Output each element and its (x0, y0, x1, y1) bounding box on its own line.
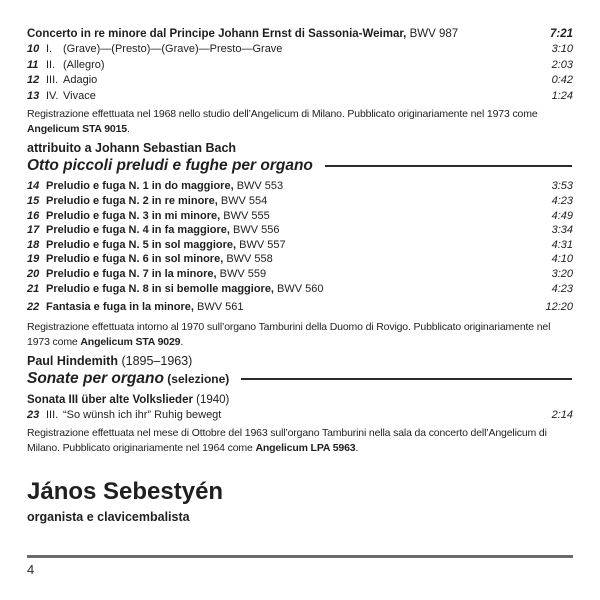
track-number: 10 (27, 43, 40, 55)
track-number: 18 (27, 238, 40, 251)
track-row (27, 223, 573, 238)
track-number: 20 (27, 267, 40, 280)
page-number: 4 (27, 561, 35, 577)
track-row (27, 73, 573, 89)
track-title-bold: Preludio e fuga N. 3 in mi minore, (46, 209, 221, 222)
movement-numeral: III. (46, 408, 59, 421)
track-title-reg: BWV 556 (229, 224, 280, 237)
track-duration: 4:23 (551, 282, 573, 295)
track-title-reg: Vivace (63, 89, 96, 102)
composer-dates: (1895–1963) (117, 353, 193, 368)
section-bach-preludi (27, 141, 573, 349)
track-duration: 4:49 (551, 209, 573, 222)
movement-numeral: III. (46, 74, 59, 87)
track-title-reg: BWV 558 (223, 253, 273, 266)
track-title-bold: Preludio e fuga N. 4 in fa maggiore, (46, 224, 230, 237)
track-number: 17 (27, 224, 40, 237)
track-number: 23 (27, 408, 40, 421)
artist-name: János Sebestyén (27, 478, 224, 506)
track-number: 14 (27, 180, 40, 193)
track-number: 19 (27, 253, 40, 266)
recording-note (27, 107, 573, 137)
page-footer (27, 555, 573, 577)
work-heading-suffix: (selezione) (163, 371, 230, 386)
track-number: 12 (27, 74, 40, 87)
track-row (27, 58, 573, 74)
recording-note-end: . (127, 123, 130, 136)
track-title-bold: Preludio e fuga N. 2 in re minore, (46, 194, 218, 207)
track-number: 11 (27, 58, 39, 71)
track-row (27, 267, 573, 282)
recording-note (27, 426, 573, 456)
recording-note-text: Registrazione effettuata nel mese di Ottobre del 1963 sull’organo Tamburini nella sala da concerto dell’Angelicum di Milano. Pubblicato originariamente nel 1964 come (27, 427, 547, 455)
recording-note-end: . (180, 335, 184, 348)
track-title (46, 252, 544, 267)
track-number: 13 (27, 89, 40, 102)
track-title-reg: “So wünsh ich ihr” Ruhig bewegt (63, 408, 222, 421)
track-title-reg: BWV 561 (193, 301, 244, 314)
track-title-bold: Preludio e fuga N. 6 in sol minore, (46, 253, 224, 266)
catalog-number: Angelicum LPA 5963 (255, 442, 356, 455)
section-concerto-bwv987 (27, 26, 573, 137)
recording-note (27, 320, 573, 350)
track-duration: 0:42 (551, 74, 573, 87)
track-duration: 3:53 (551, 180, 573, 193)
track-duration: 3:10 (551, 43, 573, 55)
booklet-page (27, 26, 573, 525)
subwork-title-bold: Sonata III über alte Volkslieder (27, 393, 193, 406)
track-number: 15 (27, 194, 40, 207)
recording-note-text: Registrazione effettuata intorno al 1970 sull’organo Tamburini della Duomo di Rovigo. Pubblicato originariamente nel 1973 come (27, 320, 551, 348)
catalog-number: Angelicum STA 9029 (80, 335, 181, 348)
work-title-catalog: BWV 987 (406, 28, 459, 40)
track-title (63, 42, 544, 58)
work-heading-italic: Sonate per organo (27, 369, 164, 387)
work-total-duration: 7:21 (549, 28, 573, 40)
artist-role: organista e clavicembalista (27, 510, 190, 525)
track-duration: 2:03 (551, 58, 573, 71)
composer-name: Paul Hindemith (27, 353, 118, 368)
track-title (63, 58, 544, 74)
track-number: 21 (27, 282, 40, 295)
work-title (27, 26, 542, 42)
track-list (27, 179, 573, 314)
track-title-bold: Preludio e fuga N. 1 in do maggiore, (46, 180, 234, 193)
footer-rule (27, 555, 573, 558)
heading-rule (241, 378, 572, 380)
work-heading (27, 369, 573, 389)
track-title (63, 408, 544, 423)
track-row (27, 408, 573, 423)
subwork-title (27, 393, 573, 407)
section-hindemith (27, 354, 573, 457)
track-title-bold: Preludio e fuga N. 5 in sol maggiore, (46, 238, 237, 251)
track-title (46, 223, 544, 238)
subwork-year: (1940) (192, 393, 230, 406)
track-row (27, 179, 573, 194)
track-title-bold: Preludio e fuga N. 8 in si bemolle maggiore, (46, 282, 274, 295)
track-title (46, 179, 544, 194)
track-title (63, 89, 544, 105)
track-title-reg: (Allegro) (63, 58, 105, 71)
composer-name: attribuito a Johann Sebastian Bach (27, 141, 237, 156)
track-duration: 4:31 (551, 238, 573, 251)
work-heading (27, 156, 573, 176)
track-title (46, 194, 544, 209)
track-row (27, 282, 573, 297)
track-title (46, 300, 537, 315)
track-duration: 4:10 (551, 253, 573, 266)
movement-numeral: II. (46, 58, 56, 71)
track-title-bold: Preludio e fuga N. 7 in la minore, (46, 267, 217, 280)
track-row (27, 209, 573, 224)
track-list (27, 42, 573, 104)
track-title-bold: Fantasia e fuga in la minore, (46, 301, 194, 314)
track-title (46, 282, 544, 297)
track-list (27, 408, 573, 423)
track-number: 16 (27, 209, 40, 222)
track-duration: 4:23 (551, 194, 573, 207)
track-title-reg: Adagio (63, 74, 98, 87)
artist-block (27, 478, 573, 525)
heading-rule (325, 165, 572, 167)
track-title-reg: BWV 555 (220, 209, 270, 222)
movement-numeral: I. (46, 43, 53, 55)
composer-line (27, 141, 573, 156)
track-row (27, 300, 573, 315)
track-row (27, 42, 573, 58)
track-duration: 12:20 (545, 301, 573, 314)
track-duration: 3:34 (551, 224, 573, 237)
work-heading-italic: Otto piccoli preludi e fughe per organo (27, 157, 313, 175)
work-heading-title (27, 156, 313, 176)
track-title (63, 73, 544, 89)
track-title (46, 238, 544, 253)
track-title-reg: BWV 559 (216, 267, 267, 280)
track-title-reg: BWV 553 (233, 180, 284, 193)
track-title-reg: BWV 557 (236, 238, 286, 251)
work-title-row (27, 26, 573, 42)
track-title (46, 209, 544, 224)
track-duration: 2:14 (551, 408, 573, 421)
track-title-reg: BWV 554 (217, 194, 268, 207)
movement-numeral: IV. (46, 89, 59, 102)
work-heading-title (27, 369, 229, 389)
recording-note-text: Registrazione effettuata nel 1968 nello studio dell’Angelicum di Milano. Pubblicato originariamente nel 1973 come (27, 108, 538, 121)
track-title-reg: (Grave)—(Presto)—(Grave)—Presto—Grave (63, 43, 283, 55)
track-duration: 3:20 (551, 267, 573, 280)
recording-note-end: . (355, 442, 359, 455)
track-row (27, 89, 573, 105)
track-title (46, 267, 544, 282)
track-row (27, 194, 573, 209)
work-title-bold: Concerto in re minore dal Principe Johann Ernst di Sassonia-Weimar, (27, 28, 407, 40)
track-row (27, 238, 573, 253)
track-row (27, 252, 573, 267)
composer-line (27, 354, 573, 369)
track-duration: 1:24 (551, 89, 573, 102)
catalog-number: Angelicum STA 9015 (27, 123, 127, 136)
track-number: 22 (27, 301, 40, 314)
track-title-reg: BWV 560 (274, 282, 324, 295)
